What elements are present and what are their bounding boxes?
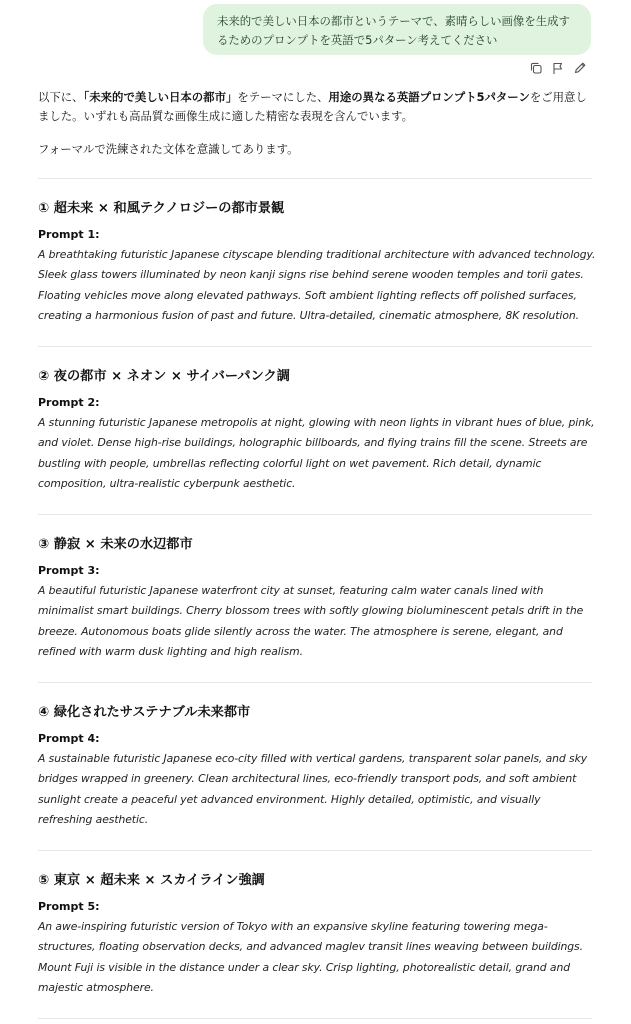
intro-bold-1: 「未来的で美しい日本の都市」 [83, 90, 238, 104]
section-text-3: A beautiful futuristic Japanese waterfront city at sunset, featuring calm water canals lined with minimalist smart buildings. Cherry blossom trees with softly glowing bioluminescent petals drift in the breeze. Autonomous boats glide silently across the water. The atmosphere is serene, elegant, and refined with warm dusk lighting and high realism. [38, 584, 584, 658]
section-title-4: ④ 緑化されたサステナブル未来都市 [38, 705, 251, 720]
section-title-1: ① 超未来 × 和風テクノロジーの都市景観 [38, 201, 285, 216]
divider [38, 346, 592, 347]
assistant-note: フォーマルで洗練された文体を意識してあります。 [38, 142, 299, 156]
section-title-2: ② 夜の都市 × ネオン × サイバーパンク調 [38, 369, 290, 384]
assistant-intro [38, 88, 594, 126]
intro-text-1: 以下に、 [38, 90, 84, 104]
divider [38, 850, 592, 851]
section-label-1: Prompt 1: [38, 228, 100, 241]
flag-icon[interactable] [551, 61, 565, 75]
section-label-3: Prompt 3: [38, 564, 100, 577]
section-label-2: Prompt 2: [38, 396, 100, 409]
message-actions [529, 61, 587, 75]
section-label-5: Prompt 5: [38, 900, 100, 913]
intro-text-2: をテーマにした、 [237, 90, 329, 104]
divider [38, 1018, 592, 1019]
divider [38, 682, 592, 683]
section-text-4: A sustainable futuristic Japanese eco-city filled with vertical gardens, transparent solar panels, and sky bridges wrapped in greenery. Clean architectural lines, eco-friendly transport pods, and soft ambient sunlight create a peaceful yet advanced environment. Highly detailed, optimistic, and visually refreshing aesthetic. [38, 752, 588, 826]
pencil-icon[interactable] [573, 61, 587, 75]
section-text-5: An awe-inspiring futuristic version of Tokyo with an expansive skyline featuring towering mega-structures, floating observation decks, and advanced maglev transit lines weaving between buildings. Mount Fuji is visible in the distance under a clear sky. Crisp lighting, photorealistic detail, grand and majestic atmosphere. [38, 920, 583, 994]
divider [38, 178, 592, 179]
user-message-text: 未来的で美しい日本の都市というテーマで、素晴らしい画像を生成するためのプロンプトを英語で5パターン考えてください [217, 14, 570, 47]
copy-icon[interactable] [529, 61, 543, 75]
section-title-3: ③ 静寂 × 未来の水辺都市 [38, 537, 193, 552]
divider [38, 514, 592, 515]
section-text-1: A breathtaking futuristic Japanese cityscape blending traditional architecture with advanced technology. Sleek glass towers illuminated by neon kanji signs rise behind serene wooden temples and torii gates. Floating vehicles move along elevated pathways. Soft ambient lighting reflects off polished surfaces, creating a harmonious fusion of past and future. Ultra-detailed, cinematic atmosphere, 8K resolution. [38, 248, 596, 322]
section-text-2: A stunning futuristic Japanese metropolis at night, glowing with neon lights in vibrant hues of blue, pink, and violet. Dense high-rise buildings, holographic billboards, and flying trains fill the scene. Streets are bustling with people, umbrellas reflecting colorful light on wet pavement. Rich detail, dynamic composition, ultra-realistic cyberpunk aesthetic. [38, 416, 595, 490]
section-label-4: Prompt 4: [38, 732, 100, 745]
intro-bold-2: 用途の異なる英語プロンプト5パターン [328, 90, 530, 104]
user-message-bubble [203, 4, 591, 55]
section-title-5: ⑤ 東京 × 超未来 × スカイライン強調 [38, 873, 265, 888]
intro-text-3: をご用意しました。いずれも高品質な画像生成に適した精密な表現を含んでいます。 [38, 90, 587, 123]
